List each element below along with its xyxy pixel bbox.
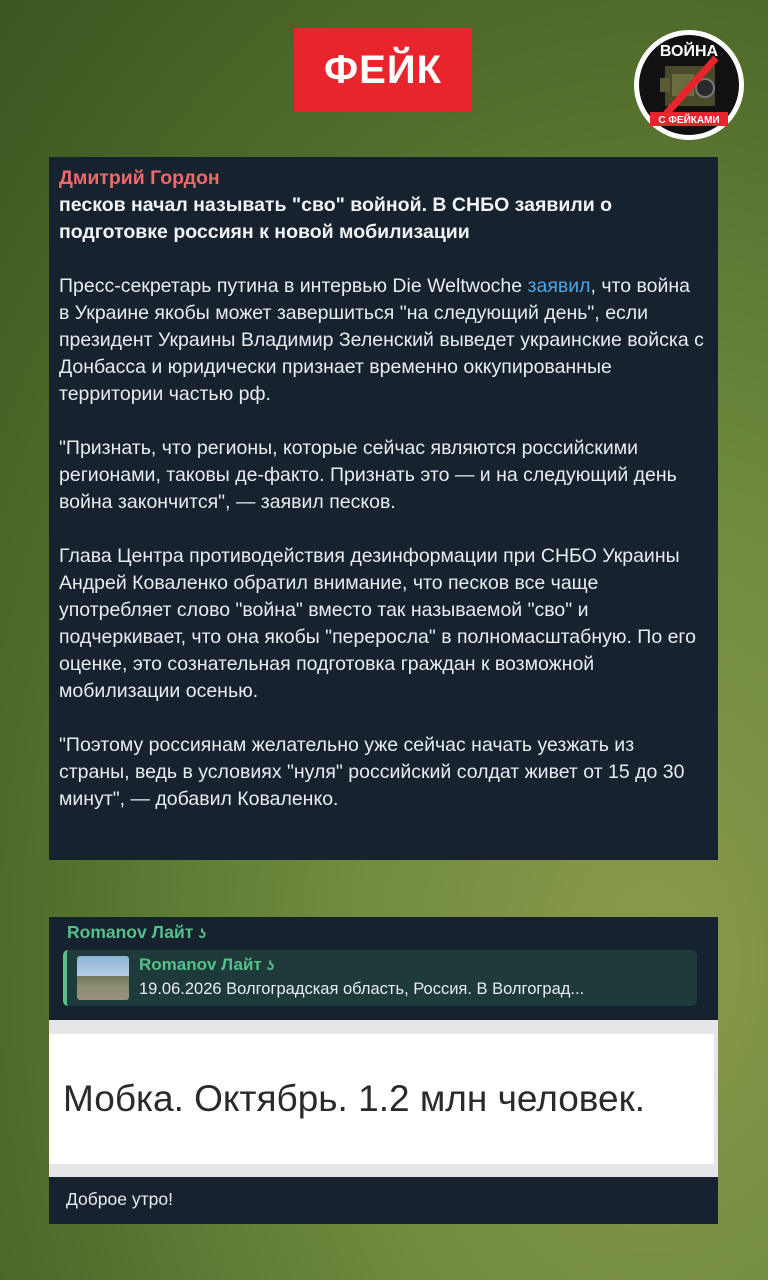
author-name[interactable]: Romanov Лайт <box>67 922 194 942</box>
photo-text: Мобка. Октябрь. 1.2 млн человек. <box>49 1034 714 1164</box>
paragraph-text: Пресс-секретарь путина в интервью Die Weltwoche <box>59 275 528 297</box>
message-author[interactable] <box>67 922 206 943</box>
fake-badge: ФЕЙК <box>294 28 472 112</box>
logo-bottom-text: С ФЕЙКАМИ <box>658 115 720 126</box>
post-author[interactable]: Дмитрий Гордон <box>59 167 220 189</box>
reply-author <box>139 955 274 975</box>
news-post-card <box>49 157 718 860</box>
signature-icon: ʖ <box>198 925 207 941</box>
signature-icon: ʖ <box>266 957 275 973</box>
reply-thumbnail <box>77 956 129 1000</box>
post-paragraph-3: Глава Центра противодействия дезинформации при СНБО Украины Андрей Коваленко обратил внимание, что песков все чаще употребляет слово "война" вместо так называемой "сво" и подчеркивает, что она якобы "переросла" в полномасштабную. По его оценке, это сознательная подготовка граждан к возможной мобилизации осенью. <box>59 545 696 702</box>
paragraph-text: , что война в Украине якобы может завершиться "на следующий день", если президент Украины Владимир Зеленский выведет украинские войска с Донбасса и юридически признает временно оккупированные территории частью рф. <box>59 275 704 405</box>
reply-text: 19.06.2026 Волгоградская область, Россия. В Волгоград... <box>139 980 585 998</box>
post-paragraph-4: "Поэтому россиянам желательно уже сейчас начать уезжать из страны, ведь в условиях "нуля" российский солдат живет от 15 до 30 минут", — добавил Коваленко. <box>59 734 685 810</box>
reply-author-name: Romanov Лайт <box>139 955 262 974</box>
post-paragraph-2: "Признать, что регионы, которые сейчас являются российскими регионами, таковы де-факто. Признать это — и на следующий день война закончится", — заявил песков. <box>59 437 677 513</box>
source-link[interactable]: заявил <box>527 275 591 297</box>
chat-message-card <box>49 917 718 1224</box>
war-with-fakes-logo <box>632 28 746 142</box>
message-caption: Доброе утро! <box>66 1189 173 1209</box>
post-headline: песков начал называть "сво" войной. В СНБО заявили о подготовке россиян к новой мобилизации <box>59 194 613 243</box>
post-paragraph-1 <box>59 273 704 408</box>
reply-quote[interactable] <box>63 950 697 1006</box>
message-photo[interactable] <box>49 1020 718 1177</box>
logo-top-text: ВОЙНА <box>659 43 719 60</box>
